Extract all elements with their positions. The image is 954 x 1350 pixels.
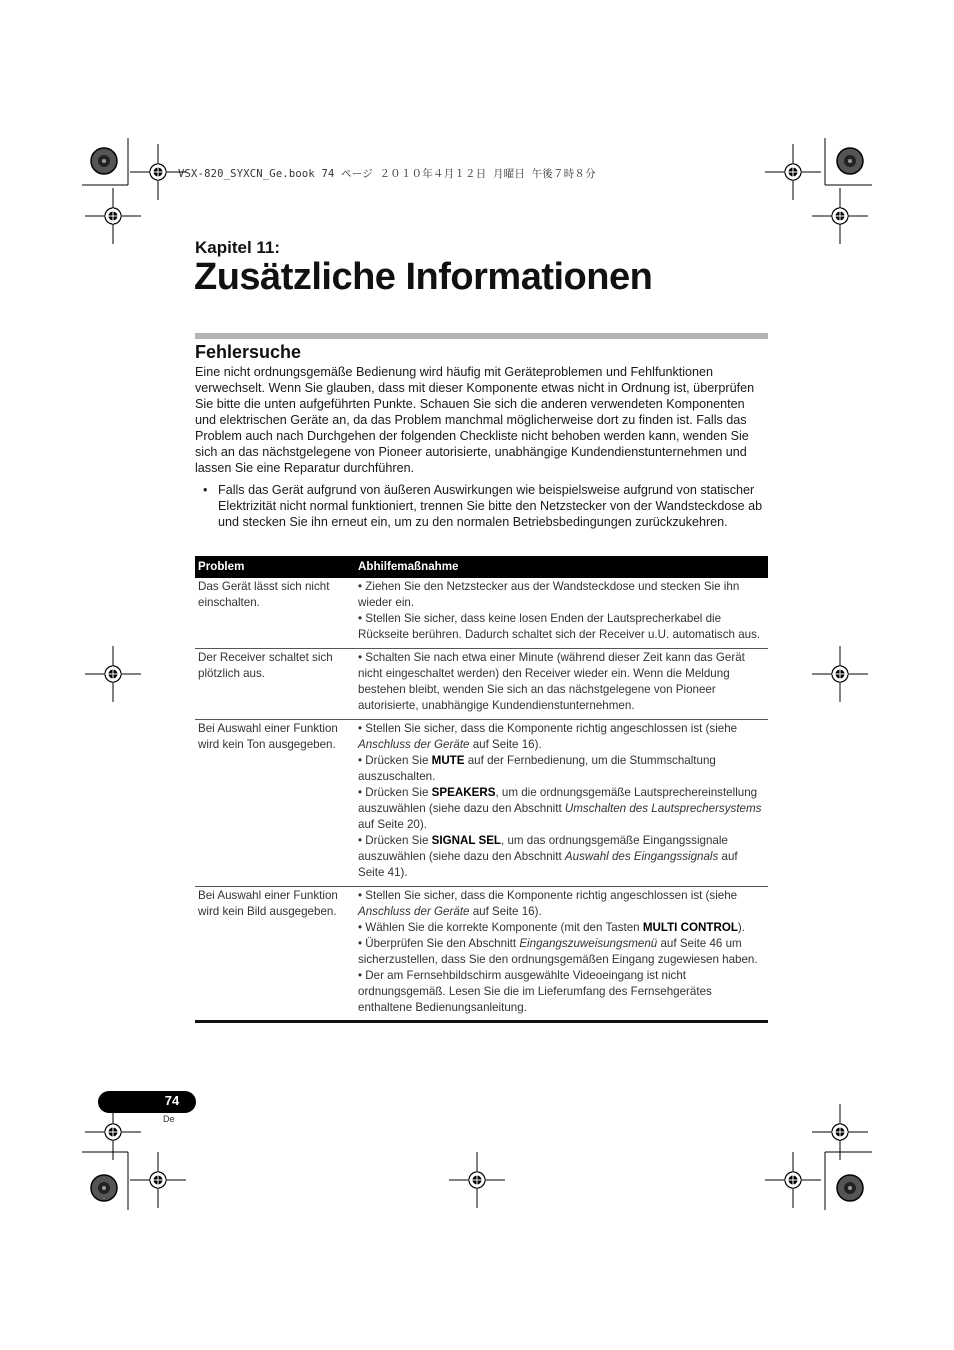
chapter-label: Kapitel 11:	[195, 238, 281, 257]
color-target-icon	[837, 148, 863, 174]
crosshair-icon	[130, 1152, 186, 1208]
print-header: VSX-820_SYXCN_Ge.book 74 ページ ２０１０年４月１２日 月曜日 午後７時８分	[178, 168, 596, 180]
remedy-text: • Drücken Sie	[358, 786, 432, 799]
remedy-text: • Wählen Sie die korrekte Komponente (mit den Tasten	[358, 921, 643, 934]
section-reference: Umschalten des Lautsprechersystems	[564, 802, 762, 815]
remedy-text: , um die ordnungsgemäße Lautsprechereinstellung auszuwählen (siehe dazu den Abschnitt	[358, 786, 758, 815]
remedy-text: • Schalten Sie nach etwa einer Minute (während dieser Zeit kann das Gerät nicht eingeschaltet werden) den Receiver wieder ein. Wenn die Meldung bestehen bleibt, wenden Sie sich an das nächstgelegene von Pioneer autorisierte, unabhängige Kundendienstunternehmen.	[358, 651, 745, 712]
crosshair-icon	[812, 188, 868, 244]
problem-cell: Bei Auswahl einer Funktion wird kein Ton ausgegeben.	[195, 720, 355, 887]
header-problem: Problem	[195, 556, 355, 578]
remedy-text: • Stellen Sie sicher, dass die Komponente richtig angeschlossen ist (siehe	[358, 722, 738, 735]
button-name: SIGNAL SEL	[431, 834, 502, 847]
bullet-icon: •	[203, 483, 208, 497]
problem-cell: Bei Auswahl einer Funktion wird kein Bild ausgegeben.	[195, 887, 355, 1022]
remedy-text: , um das ordnungsgemäße Eingangssignale auszuwählen (siehe dazu den Abschnitt	[358, 834, 728, 863]
remedy-text: • Stellen Sie sicher, dass die Komponente richtig angeschlossen ist (siehe	[358, 889, 738, 902]
crosshair-icon	[765, 1152, 821, 1208]
button-name: SPEAKERS	[431, 786, 496, 799]
remedy-text: auf Seite 16).	[469, 905, 542, 918]
color-target-icon	[837, 1175, 863, 1201]
remedy-text: • Überprüfen Sie den Abschnitt	[358, 937, 520, 950]
remedy-text: auf Seite 20).	[358, 818, 427, 831]
remedy-text: ).	[737, 921, 746, 934]
section-reference: Eingangszuweisungsmenü	[519, 937, 658, 950]
button-name: MUTE	[431, 754, 465, 767]
page-language: De	[163, 1114, 175, 1124]
chapter-title: Zusätzliche Informationen	[194, 256, 653, 298]
section-reference: Anschluss der Geräte	[358, 905, 470, 918]
color-target-icon	[91, 148, 117, 174]
remedy-text: • Drücken Sie	[358, 834, 432, 847]
problem-cell: Der Receiver schaltet sich plötzlich aus.	[195, 649, 355, 720]
bullet-text: Falls das Gerät aufgrund von äußeren Auswirkungen wie beispielsweise aufgrund von statischer Elektrizität nicht normal funktioniert, trennen Sie bitte den Netzstecker von der Wandsteckdose ab und stecken Sie ihn erneut ein, um zu den normalen Betriebsbedingungen zurückzukehren.	[218, 483, 763, 529]
crosshair-icon	[85, 188, 141, 244]
section-reference: Anschluss der Geräte	[358, 738, 470, 751]
intro-paragraph: Eine nicht ordnungsgemäße Bedienung wird häufig mit Geräteproblemen und Fehlfunktionen verwechselt. Wenn Sie glauben, dass mit dieser Komponente etwas nicht in Ordnung ist, überprüfen Sie bitte die unten aufgeführten Punkte. Schauen Sie sich die anderen verwendeten Komponenten und elektrischen Geräte an, da das Problem manchmal möglicherweise dort zu finden ist. Falls das Problem auch nach Durchgehen der folgenden Checkliste nicht behoben werden kann, wenden Sie sich an das nächstgelegene von Pioneer autorisierte, unabhängige Kundendienstunternehmen und lassen Sie eine Reparatur durchführen.	[195, 365, 755, 475]
remedy-text: • Ziehen Sie den Netzstecker aus der Wandsteckdose und stecken Sie ihn wieder ein.	[358, 580, 740, 609]
crosshair-icon	[449, 1152, 505, 1208]
problem-cell: Das Gerät lässt sich nicht einschalten.	[195, 578, 355, 649]
remedy-text: • Stellen Sie sicher, dass keine losen Enden der Lautsprecherkabel die Rückseite berühren. Dadurch schaltet sich der Receiver u.U. automatisch aus.	[358, 612, 761, 641]
crosshair-icon	[85, 646, 141, 702]
button-name: MULTI CONTROL	[642, 921, 738, 934]
remedy-text: auf der Fernbedienung, um die Stummschaltung auszuschalten.	[358, 754, 716, 783]
header-remedy: Abhilfemaßnahme	[355, 556, 768, 578]
color-target-icon	[91, 1175, 117, 1201]
remedy-text: auf Seite 46 um sicherzustellen, dass Sie den ordnungsgemäßen Eingang zugewiesen haben.	[358, 937, 758, 966]
crosshair-icon	[765, 144, 821, 200]
remedy-text: auf Seite 41).	[358, 850, 738, 879]
crosshair-icon	[130, 144, 186, 200]
crosshair-icon	[812, 646, 868, 702]
remedy-text: auf Seite 16).	[469, 738, 542, 751]
section-reference: Auswahl des Eingangssignals	[564, 850, 719, 863]
remedy-text: • Der am Fernsehbildschirm ausgewählte Videoeingang ist nicht ordnungsgemäß. Lesen Sie die im Lieferumfang des Fernsehgerätes enthaltene Bedienungsanleitung.	[358, 969, 712, 1014]
section-heading: Fehlersuche	[195, 342, 302, 362]
remedy-text: • Drücken Sie	[358, 754, 432, 767]
page-number: 74	[164, 1093, 180, 1108]
